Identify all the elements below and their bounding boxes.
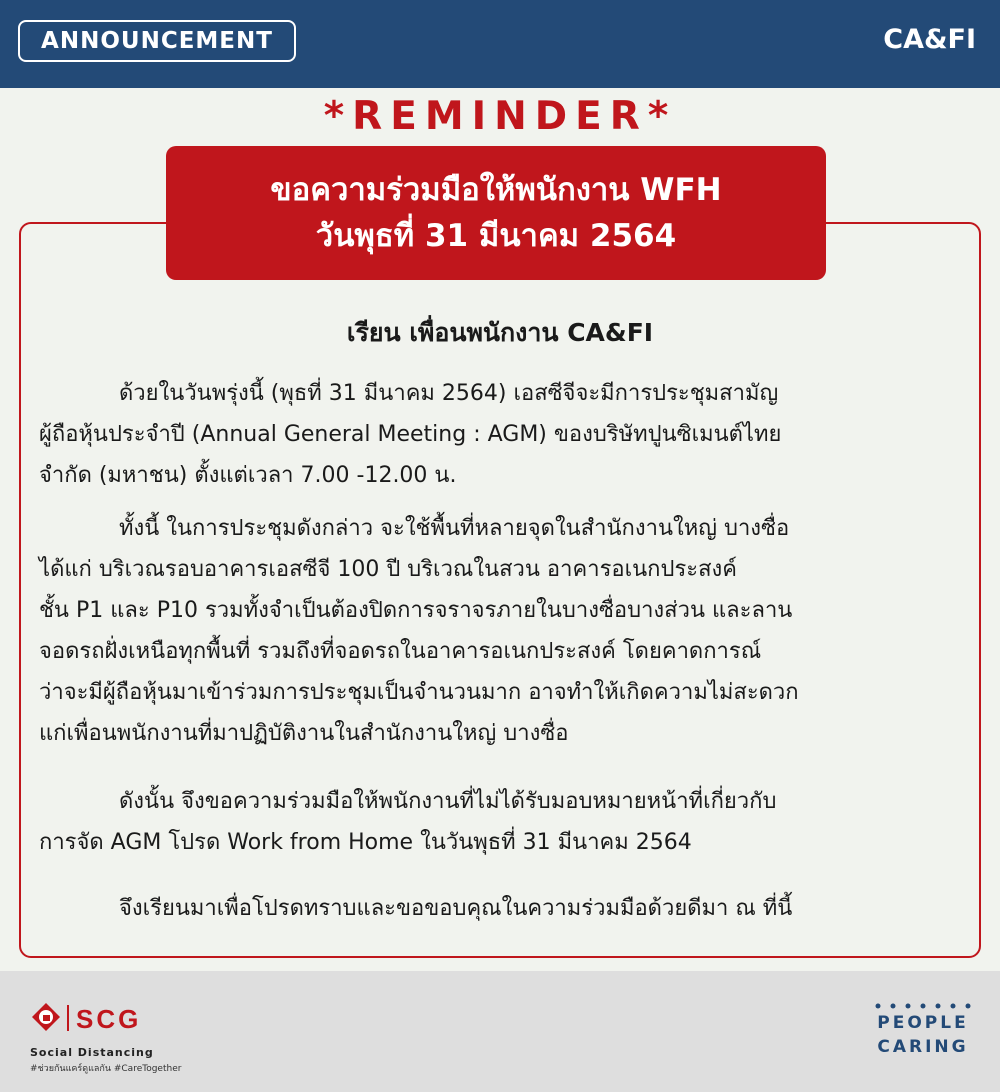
paragraph-1	[39, 373, 964, 496]
scg-logo	[30, 1001, 170, 1045]
announcement-badge: ANNOUNCEMENT	[18, 20, 296, 62]
paragraph-line: ดังนั้น จึงขอความร่วมมือให้พนักงานที่ไม่ได้รับมอบหมายหน้าที่เกี่ยวกับ	[119, 789, 777, 814]
hashtag-tagline: #ช่วยกันแคร์ดูแลกัน #CareTogether	[30, 1064, 182, 1074]
reminder-heading: *REMINDER*	[323, 94, 677, 139]
paragraph-line: ด้วยในวันพรุ่งนี้ (พุธที่ 31 มีนาคม 2564) เอสซีจีจะมีการประชุมสามัญ	[119, 381, 779, 406]
social-distancing-tagline: Social Distancing	[30, 1046, 154, 1059]
footer-bar	[0, 971, 1000, 1092]
paragraph-4	[39, 888, 964, 929]
title-banner	[166, 146, 826, 280]
paragraph-2	[39, 508, 964, 754]
people-caring-line-1: PEOPLE	[877, 1013, 969, 1033]
header-bar	[0, 0, 1000, 88]
elephant-icon	[32, 1003, 60, 1031]
paragraph-line: ได้แก่ บริเวณรอบอาคารเอสซีจี 100 ปี บริเวณในสวน อาคารอเนกประสงค์	[39, 557, 737, 582]
scg-text: SCG	[76, 1004, 142, 1034]
paragraph-line: แก่เพื่อนพนักงานที่มาปฏิบัติงานในสำนักงานใหญ่ บางซื่อ	[39, 721, 569, 746]
title-line-2: วันพุธที่ 31 มีนาคม 2564	[315, 218, 677, 254]
paragraph-3	[39, 781, 964, 863]
paragraph-line: ผู้ถือหุ้นประจำปี (Annual General Meeting : AGM) ของบริษัทปูนซิเมนต์ไทย	[39, 422, 782, 447]
paragraph-line: ว่าจะมีผู้ถือหุ้นมาเข้าร่วมการประชุมเป็นจำนวนมาก อาจทำให้เกิดความไม่สะดวก	[39, 680, 799, 705]
paragraph-line: ทั้งนี้ ในการประชุมดังกล่าว จะใช้พื้นที่หลายจุดในสำนักงานใหญ่ บางซื่อ	[119, 516, 790, 541]
paragraph-line: จำกัด (มหาชน) ตั้งแต่เวลา 7.00 -12.00 น.	[39, 463, 457, 488]
brand-label: CA&FI	[883, 24, 976, 55]
title-line-1: ขอความร่วมมือให้พนักงาน WFH	[270, 171, 722, 208]
paragraph-line: ชั้น P1 และ P10 รวมทั้งจำเป็นต้องปิดการจราจรภายในบางซื่อบางส่วน และลาน	[39, 598, 793, 623]
salutation: เรียน เพื่อนพนักงาน CA&FI	[346, 318, 654, 347]
paragraph-line: การจัด AGM โปรด Work from Home ในวันพุธที่ 31 มีนาคม 2564	[39, 830, 692, 855]
people-caring-line-2: CARING	[877, 1037, 969, 1057]
people-caring-logo	[868, 1011, 978, 1059]
closing-line: จึงเรียนมาเพื่อโปรดทราบและขอขอบคุณในความร่วมมือด้วยดีมา ณ ที่นี้	[119, 896, 793, 921]
paragraph-line: จอดรถฝั่งเหนือทุกพื้นที่ รวมถึงที่จอดรถในอาคารอเนกประสงค์ โดยคาดการณ์	[39, 639, 762, 664]
